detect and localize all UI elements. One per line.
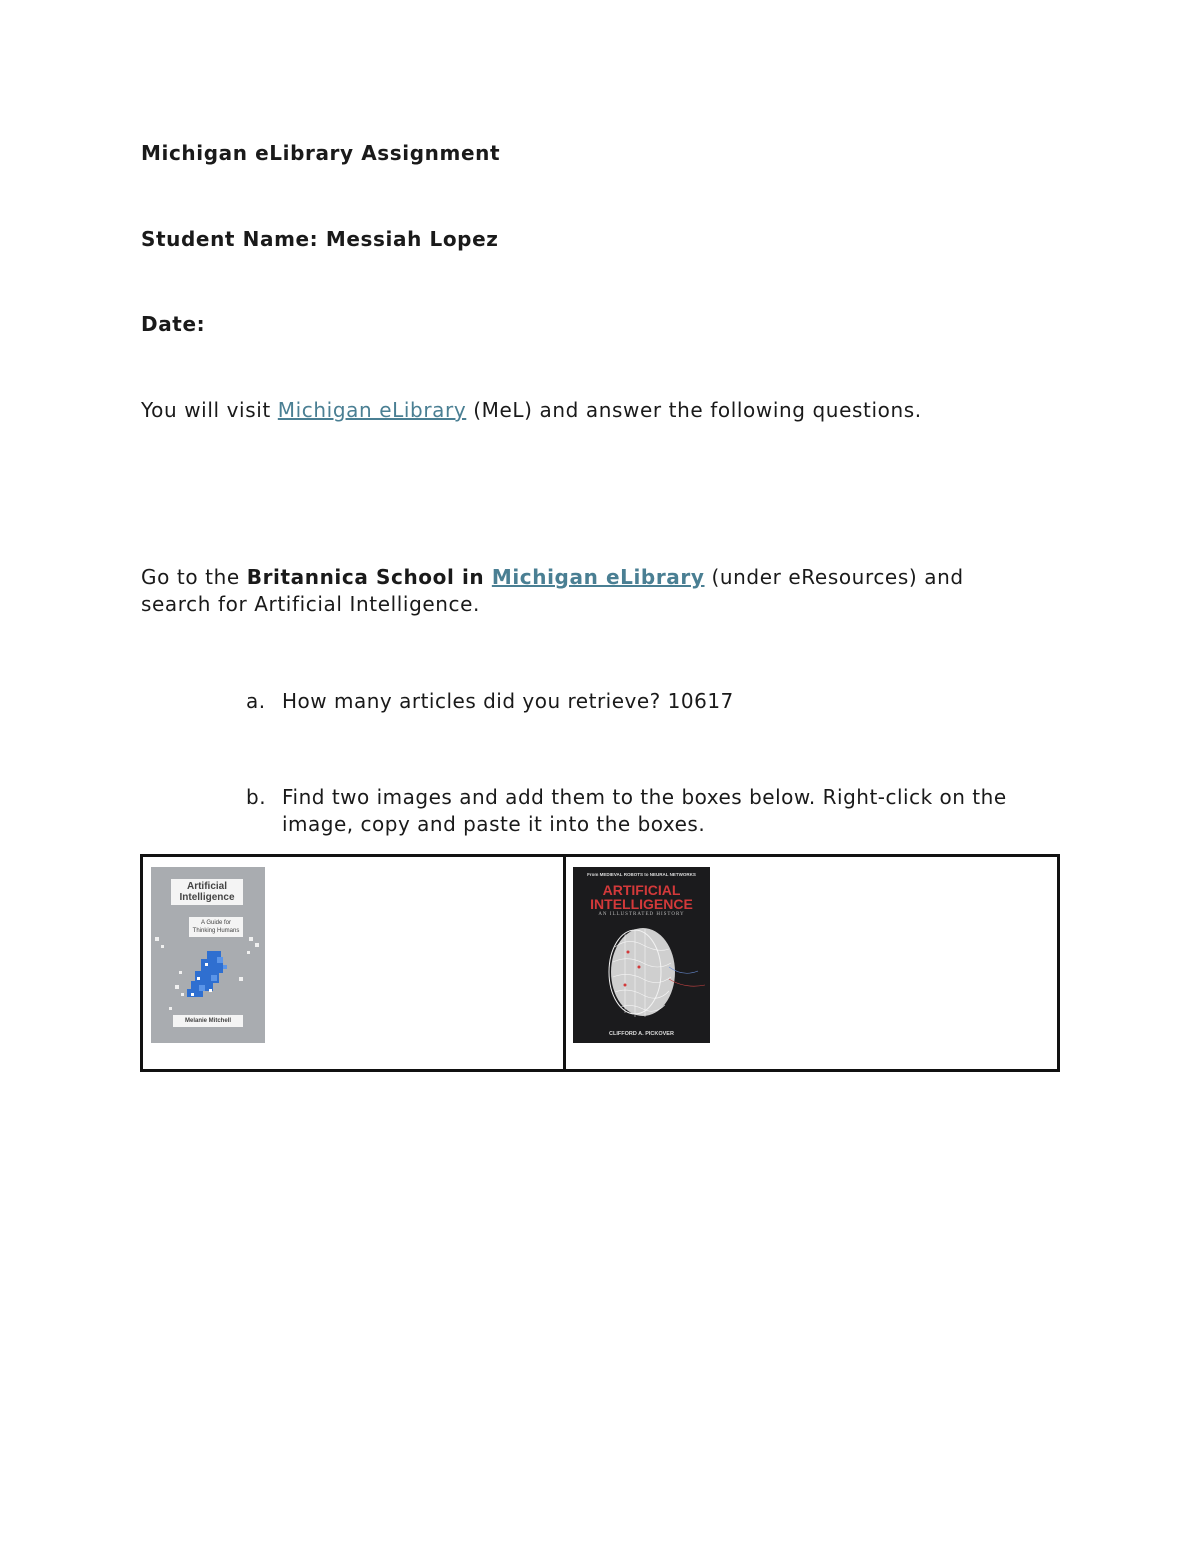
- cover-2-tagline: From MEDIEVAL ROBOTS to NEURAL NETWORKS: [587, 872, 696, 877]
- list-marker: a.: [246, 689, 266, 713]
- cover-2-subtitle: AN ILLUSTRATED HISTORY: [598, 912, 685, 917]
- instruction-bold: Britannica School in: [246, 565, 492, 589]
- book-cover-image-1[interactable]: [151, 867, 265, 1043]
- student-name: Student Name: Messiah Lopez: [141, 227, 499, 251]
- intro-text-before: You will visit: [141, 398, 278, 422]
- cover-2-face-art: [573, 867, 710, 1043]
- cover-1-title: Artificial Intelligence: [171, 879, 243, 905]
- instruction-text-after: (under eResources) and: [704, 565, 964, 589]
- book-cover-image-2[interactable]: [573, 867, 710, 1043]
- instruction-paragraph: [141, 564, 964, 591]
- michigan-elibrary-link-2[interactable]: Michigan eLibrary: [491, 565, 705, 589]
- intro-paragraph: [141, 397, 922, 424]
- cover-1-author: Melanie Mitchell: [173, 1015, 243, 1027]
- question-b-text-line2: image, copy and paste it into the boxes.: [282, 812, 706, 836]
- question-a-text: How many articles did you retrieve? 10617: [282, 689, 734, 713]
- instruction-text-before: Go to the: [141, 565, 247, 589]
- michigan-elibrary-link[interactable]: Michigan eLibrary: [277, 398, 467, 422]
- cover-1-subtitle: A Guide for Thinking Humans: [189, 917, 243, 937]
- assignment-title: Michigan eLibrary Assignment: [141, 141, 501, 165]
- cover-2-author: CLIFFORD A. PICKOVER: [609, 1031, 674, 1037]
- cover-2-title-line1: ARTIFICIAL: [602, 882, 681, 898]
- cover-2-title-line2: INTELLIGENCE: [590, 896, 693, 912]
- date-label: Date:: [141, 312, 206, 336]
- question-b-text-line1: Find two images and add them to the boxes below. Right-click on the: [282, 785, 1007, 809]
- instruction-line-2: search for Artificial Intelligence.: [141, 592, 480, 616]
- list-marker: b.: [246, 785, 267, 809]
- intro-text-after: (MeL) and answer the following questions.: [466, 398, 922, 422]
